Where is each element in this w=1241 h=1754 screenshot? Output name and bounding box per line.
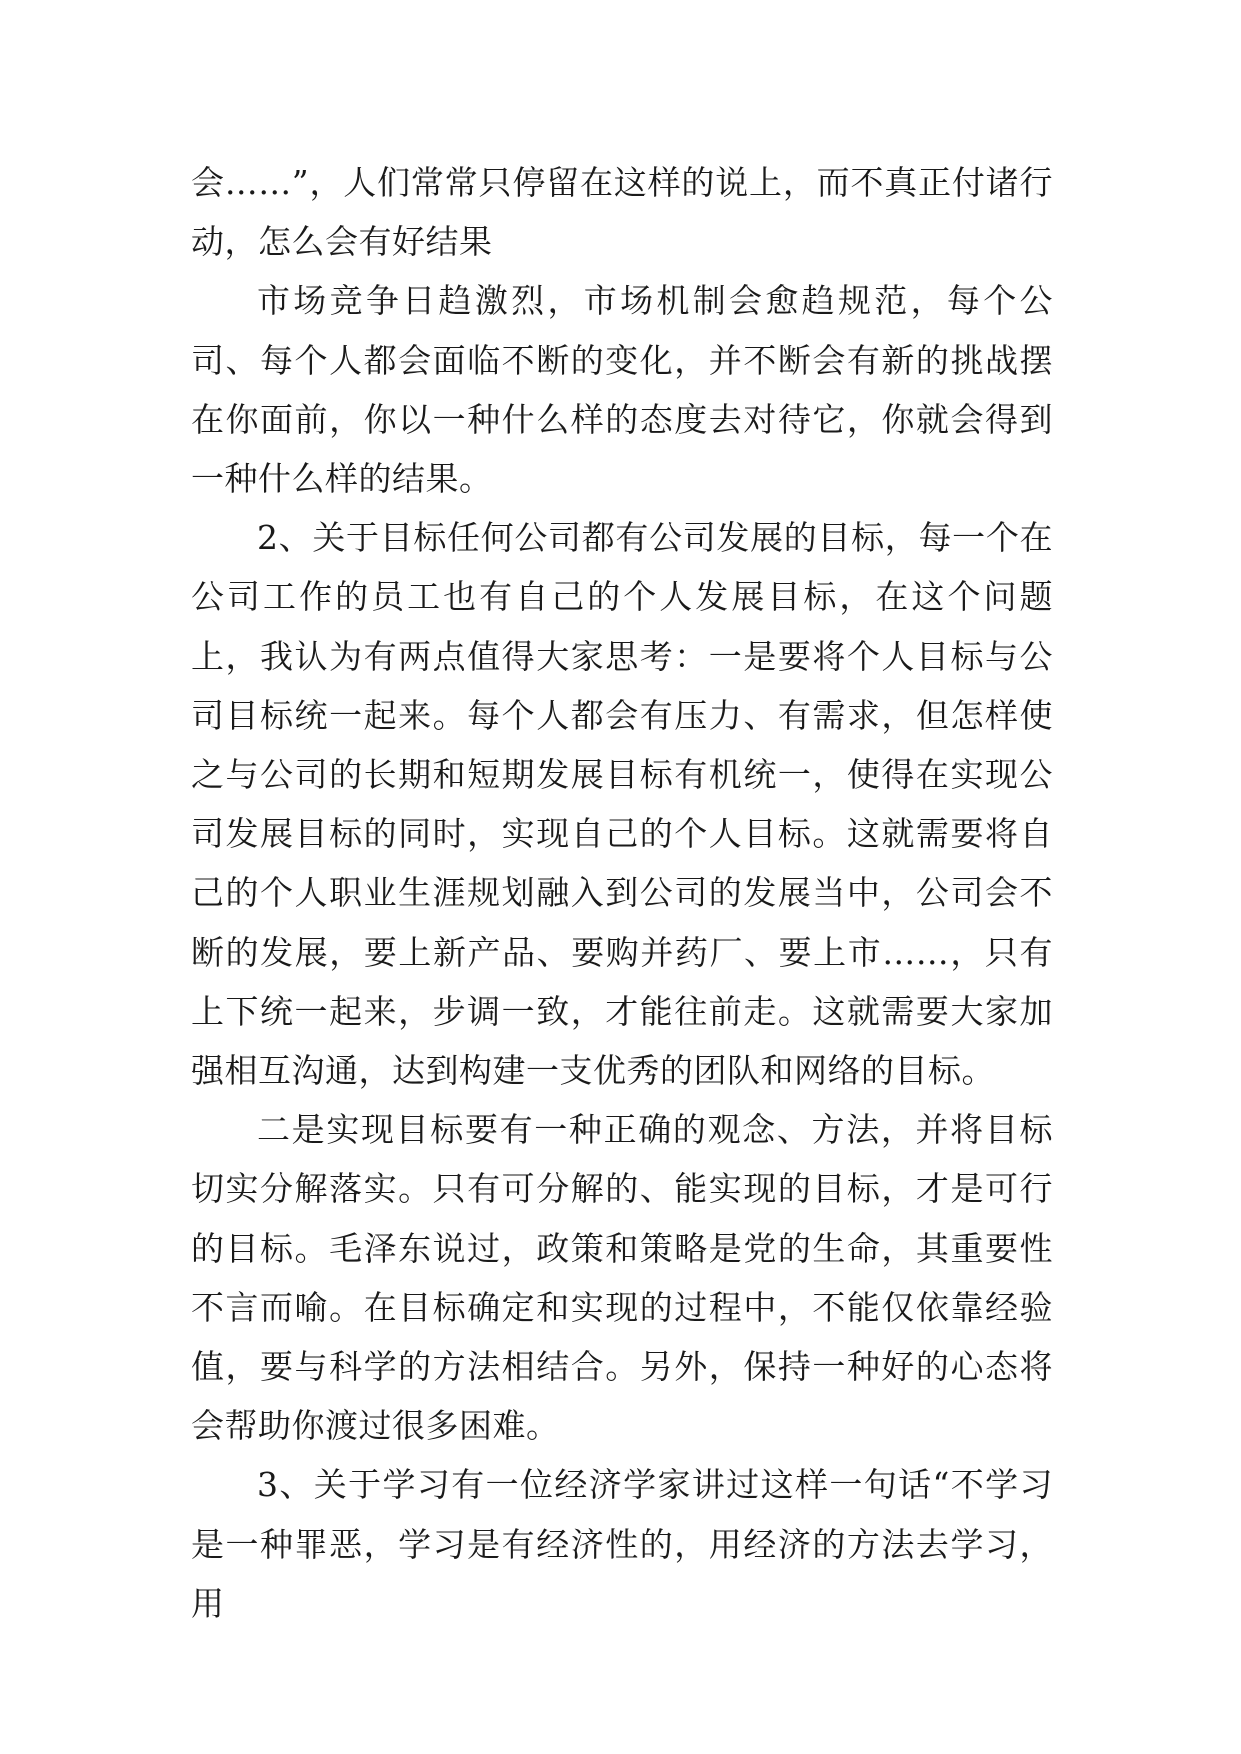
paragraph-continuation: 会……”，人们常常只停留在这样的说上，而不真正付诸行动，怎么会有好结果 [191, 163, 1053, 262]
paragraph-goal-method: 二是实现目标要有一种正确的观念、方法，并将目标切实分解落实。只有可分解的、能实现的目标，才是可行的目标。毛泽东说过，政策和策略是党的生命，其重要性不言而喻。在目标确定和实现的过程中，不能仅依靠经验值，要与科学的方法相结合。另外，保持一种好的心态将会帮助你渡过很多困难。 [191, 1110, 1053, 1446]
paragraph-market-competition: 市场竞争日趋激烈，市场机制会愈趋规范，每个公司、每个人都会面临不断的变化，并不断会有新的挑战摆在你面前，你以一种什么样的态度去对待它，你就会得到一种什么样的结果。 [191, 281, 1053, 499]
paragraph-about-learning: 3、关于学习有一位经济学家讲过这样一句话“不学习是一种罪恶，学习是有经济性的，用经济的方法去学习，用 [191, 1465, 1053, 1623]
paragraph-about-goals: 2、关于目标任何公司都有公司发展的目标，每一个在公司工作的员工也有自己的个人发展目标，在这个问题上，我认为有两点值得大家思考：一是要将个人目标与公司目标统一起来。每个人都会有压力、有需求，但怎样使之与公司的长期和短期发展目标有机统一，使得在实现公司发展目标的同时，实现自己的个人目标。这就需要将自己的个人职业生涯规划融入到公司的发展当中，公司会不断的发展，要上新产品、要购并药厂、要上市……，只有上下统一起来，步调一致，才能往前走。这就需要大家加强相互沟通，达到构建一支优秀的团队和网络的目标。 [191, 518, 1053, 1091]
document-body [191, 153, 1053, 1633]
